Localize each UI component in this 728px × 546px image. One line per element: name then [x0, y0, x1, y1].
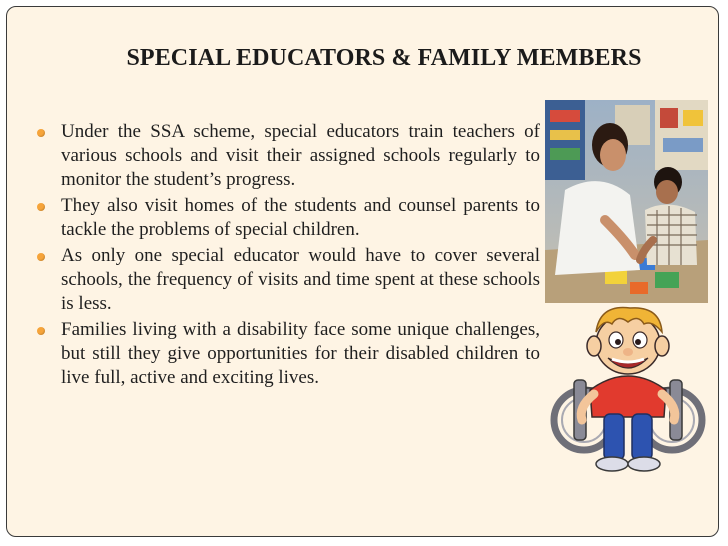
bullet-dot-icon: [37, 253, 45, 261]
bullet-text: They also visit homes of the students and counsel parents to tackle the problems of special children.: [61, 195, 540, 240]
bullet-item: [31, 244, 540, 316]
bullet-item: [31, 318, 540, 390]
bullet-dot-icon: [37, 129, 45, 137]
bullet-item: [31, 194, 540, 242]
classroom-photo: [545, 100, 708, 303]
bullet-text: Families living with a disability face some unique challenges, but still they give opportunities for their disabled children to live full, active and exciting lives.: [61, 319, 540, 388]
slide-title: SPECIAL EDUCATORS & FAMILY MEMBERS: [126, 45, 642, 71]
wheelchair-boy-icon: [548, 302, 708, 480]
classroom-photo-image: [545, 100, 708, 303]
bullet-text: As only one special educator would have to cover several schools, the frequency of visits and time spent at these schools is less.: [61, 245, 540, 314]
bullet-item: [31, 120, 540, 192]
bullet-list: [31, 120, 540, 392]
bullet-dot-icon: [37, 327, 45, 335]
bullet-dot-icon: [37, 203, 45, 211]
wheelchair-boy-illustration: [548, 302, 708, 480]
bullet-text: Under the SSA scheme, special educators train teachers of various schools and visit their assigned schools regularly to monitor the student’s progress.: [61, 121, 540, 190]
